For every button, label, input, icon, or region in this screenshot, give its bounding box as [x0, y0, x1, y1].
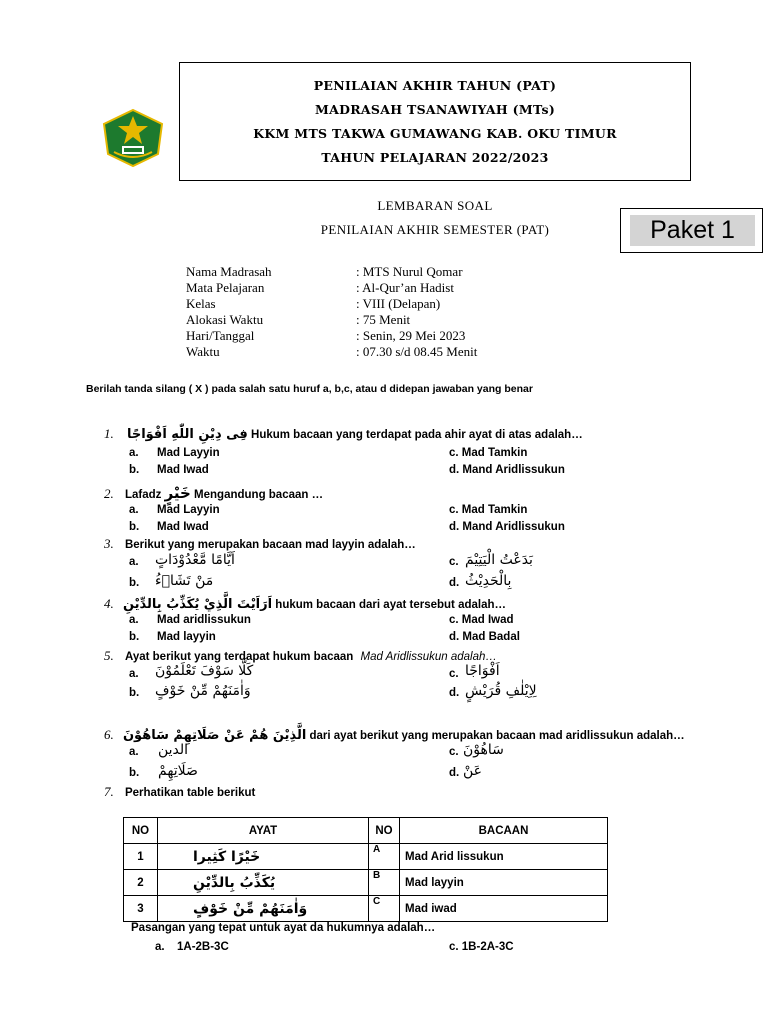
option-label-a: a. — [129, 447, 139, 459]
header-year: TAHUN PELAJARAN 2022/2023 — [321, 150, 549, 165]
option-b[interactable]: Mad Iwad — [157, 464, 209, 476]
option-a[interactable]: Mad Layyin — [157, 504, 220, 516]
table-cell-no: 3 — [124, 896, 158, 922]
option-d[interactable]: d. Mand Aridlissukun — [449, 464, 565, 476]
question-text: dari ayat berikut yang merupakan bacaan mad aridlissukun adalah… — [309, 730, 685, 742]
option-c[interactable]: سَاهُوْنَ — [463, 742, 504, 758]
option-b[interactable]: Mad Iwad — [157, 521, 209, 533]
table-cell-no: 2 — [124, 870, 158, 896]
question-2 — [104, 484, 323, 502]
table-row — [124, 844, 608, 870]
question-text: Mengandung bacaan … — [194, 489, 324, 501]
option-d[interactable]: d. Mad Badal — [449, 631, 520, 643]
header-school-type: MADRASAH TSANAWIYAH (MTs) — [314, 102, 556, 117]
option-label-b: b. — [129, 464, 140, 476]
option-c[interactable]: c. Mad Tamkin — [449, 504, 528, 516]
option-a[interactable]: Mad aridlissukun — [157, 614, 251, 626]
question-7-prompt: Pasangan yang tepat untuk ayat da hukumnya adalah… — [131, 922, 436, 934]
question-number: 5. — [104, 648, 114, 663]
option-c[interactable]: c. Mad Iwad — [449, 614, 514, 626]
table-cell-key: B — [369, 870, 400, 896]
table-row — [124, 896, 608, 922]
option-label-d: d. — [449, 767, 460, 779]
table-cell-key: C — [369, 896, 400, 922]
table-cell-bacaan: Mad iwad — [400, 896, 608, 922]
header-organization: KKM MTS TAKWA GUMAWANG KAB. OKU TIMUR — [253, 126, 617, 141]
option-label-a: a. — [129, 746, 139, 758]
sheet-subtitle: PENILAIAN AKHIR SEMESTER (PAT) — [320, 222, 550, 237]
table-header-row — [124, 818, 608, 844]
header-title: PENILAIAN AKHIR TAHUN (PAT) — [313, 78, 557, 93]
table-header: NO — [124, 818, 158, 844]
question-7-table — [123, 817, 608, 922]
option-label-a: a. — [155, 941, 165, 953]
question-4 — [104, 596, 506, 612]
option-d[interactable]: بِالْحَدِيْثُ — [465, 573, 512, 589]
instruction: Berilah tanda silang ( X ) pada salah satu huruf a, b,c, atau d didepan jawaban yang benar — [86, 383, 533, 395]
option-a[interactable]: 1A-2B-3C — [177, 941, 229, 953]
paket-label: Paket 1 — [630, 215, 755, 246]
info-label: Kelas — [186, 296, 216, 311]
question-7 — [104, 784, 255, 800]
option-label-b: b. — [129, 521, 140, 533]
table-cell-no: 1 — [124, 844, 158, 870]
option-label-d: d. — [449, 687, 460, 699]
option-c[interactable]: c. Mad Tamkin — [449, 447, 528, 459]
option-b[interactable]: مَنْ تَشَاۤءُ — [155, 573, 214, 589]
question-number: 6. — [104, 727, 114, 742]
info-value: : MTS Nurul Qomar — [356, 264, 463, 279]
option-label-a: a. — [129, 556, 139, 568]
ayat-text: وَاٰمَنَهُمْ مِّنْ خَوْفٍ — [193, 900, 308, 917]
table-cell-bacaan: Mad layyin — [400, 870, 608, 896]
question-text: hukum bacaan dari ayat tersebut adalah… — [275, 599, 507, 611]
option-label-b: b. — [129, 687, 140, 699]
table-header: NO — [369, 818, 400, 844]
ayat-text: يُكَذِّبُ بِالدِّيْنِ — [193, 874, 276, 891]
option-b[interactable]: وَاٰمَنَهُمْ مِّنْ خَوْفٍ — [155, 683, 251, 699]
question-arabic: اَرَاَيْتَ الَّذِيْ يُكَذِّبُ بِالدِّيْنِ — [122, 597, 273, 612]
table-cell-key: A — [369, 844, 400, 870]
question-number: 3. — [104, 536, 114, 551]
option-label-a: a. — [129, 668, 139, 680]
question-text: Hukum bacaan yang terdapat pada ahir ayat di atas adalah… — [251, 429, 583, 441]
sheet-title: LEMBARAN SOAL — [377, 198, 493, 213]
kemenag-logo — [100, 108, 166, 168]
option-d[interactable]: لِاِيْلٰفِ قُرَيْشٍ — [465, 683, 537, 699]
question-text: Ayat berikut yang terdapat hukum bacaan — [124, 651, 354, 663]
question-3 — [104, 536, 416, 552]
question-arabic: خَيْرٍ — [164, 484, 191, 502]
question-text: Berikut yang merupakan bacaan mad layyin adalah… — [124, 539, 416, 551]
question-italic: Mad Aridlissukun adalah… — [360, 651, 497, 663]
info-value: : Senin, 29 Mei 2023 — [356, 328, 466, 343]
info-value: : 75 Menit — [356, 312, 411, 327]
info-label: Hari/Tanggal — [186, 328, 255, 343]
option-c[interactable]: بَدَعْتُ الْيَتِيْمَ — [465, 552, 533, 568]
option-label-b: b. — [129, 767, 140, 779]
option-b[interactable]: صَلَاتِهِمْ — [158, 763, 198, 779]
info-label: Mata Pelajaran — [186, 280, 265, 295]
info-value: : VIII (Delapan) — [356, 296, 441, 311]
question-number: 4. — [104, 596, 114, 611]
info-value: : 07.30 s/d 08.45 Menit — [356, 344, 478, 359]
option-d[interactable]: d. Mand Aridlissukun — [449, 521, 565, 533]
question-1 — [104, 426, 583, 442]
option-a[interactable]: كَلَّا سَوْفَ تَعْلَمُوْنَ — [155, 663, 254, 679]
option-label-b: b. — [129, 577, 140, 589]
table-cell-ayat — [158, 844, 369, 870]
option-d[interactable]: عَنْ — [463, 763, 483, 779]
option-c[interactable]: c. 1B-2A-3C — [449, 941, 514, 953]
option-label-a: a. — [129, 614, 139, 626]
info-label: Alokasi Waktu — [186, 312, 264, 327]
option-a[interactable]: Mad Layyin — [157, 447, 220, 459]
option-label-c: c. — [449, 556, 459, 568]
question-number: 7. — [104, 784, 114, 799]
info-label: Waktu — [186, 344, 220, 359]
question-prefix: Lafadz — [124, 489, 162, 501]
option-a[interactable]: اَيَّامًا مَّعْدُوْدَاتٍ — [155, 552, 235, 568]
option-label-c: c. — [449, 746, 459, 758]
info-value: : Al-Qur’an Hadist — [356, 280, 454, 295]
info-block — [186, 264, 478, 360]
question-number: 2. — [104, 486, 114, 501]
table-header: AYAT — [158, 818, 369, 844]
option-b[interactable]: Mad layyin — [157, 631, 216, 643]
option-c[interactable]: اَفْوَاجًا — [465, 663, 500, 679]
table-header: BACAAN — [400, 818, 608, 844]
table-cell-bacaan: Mad Arid lissukun — [400, 844, 608, 870]
option-label-c: c. — [449, 668, 459, 680]
table-cell-ayat — [158, 870, 369, 896]
table-row — [124, 870, 608, 896]
question-arabic: فِى دِيْنِ اللّٰهِ اَفْوَاجًا — [126, 427, 248, 442]
question-5 — [104, 648, 497, 664]
header-box — [179, 62, 691, 181]
question-6 — [104, 727, 685, 743]
question-arabic: الَّذِيْنَ هُمْ عَنْ صَلَاتِهِمْ سَاهُوْنَ — [122, 728, 307, 743]
question-text: Perhatikan table berikut — [124, 787, 256, 799]
option-label-d: d. — [449, 577, 460, 589]
ayat-text: خَيْرًا كَثِيرا — [193, 848, 261, 865]
option-a[interactable]: الدين — [158, 742, 189, 758]
question-number: 1. — [104, 426, 114, 441]
info-label: Nama Madrasah — [186, 264, 272, 279]
table-cell-ayat — [158, 896, 369, 922]
option-label-a: a. — [129, 504, 139, 516]
option-label-b: b. — [129, 631, 140, 643]
